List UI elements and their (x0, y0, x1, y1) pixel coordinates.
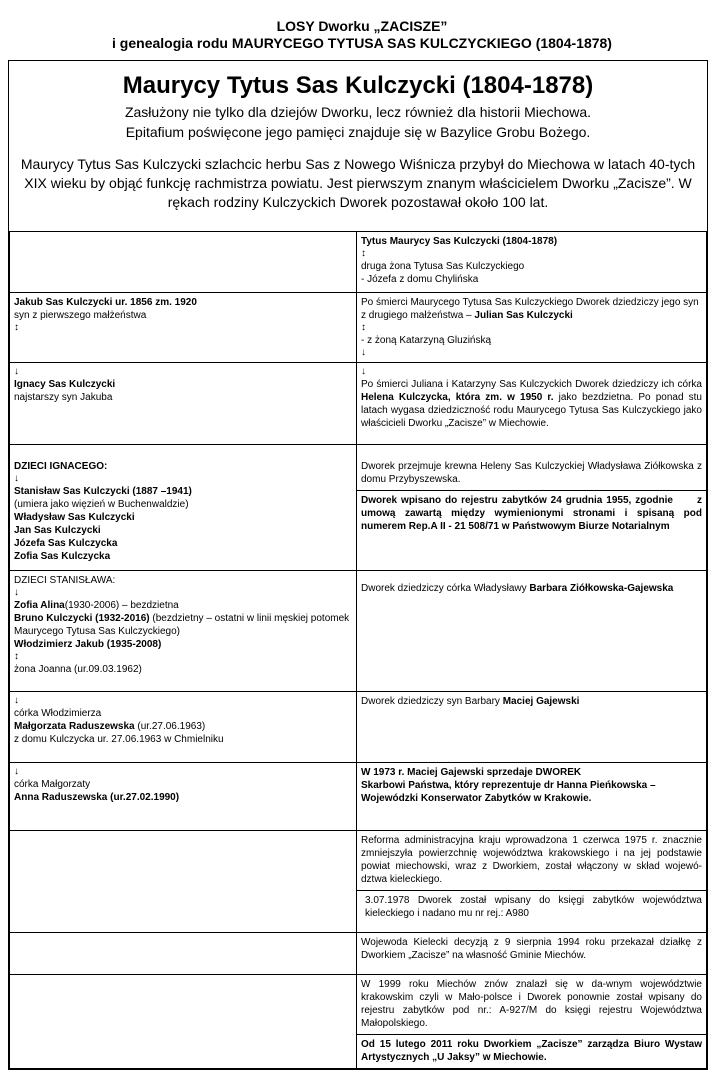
table-row (10, 933, 707, 975)
table-row (10, 445, 707, 571)
main-heading: Maurycy Tytus Sas Kulczycki (1804-1878) (122, 72, 594, 99)
down-arrow-icon: ↓ (14, 473, 19, 484)
table-row (10, 571, 707, 692)
right-cell (357, 763, 707, 831)
left-cell (10, 975, 357, 1069)
content-frame (8, 60, 708, 1070)
table-row (10, 763, 707, 831)
left-cell (10, 831, 357, 933)
down-arrow-icon: ↓ (361, 366, 366, 377)
person-name: Julian Sas Kulczycki (474, 310, 573, 321)
left-cell (10, 763, 357, 831)
right-cell (357, 571, 707, 692)
history-text: Dworek dziedziczy syn Barbary (361, 696, 500, 707)
history-text: Reforma administracyjna kraju wprowadzona 1 czerwca 1975 r. znacznie zmniejszyła powierzchnię województwa krakowskiego i na jej podstawie powiat miechowski, wraz z Dworkiem, został włączony w skład wojewó-dztwa kieleckiego. (361, 835, 702, 885)
person-name: Jan Sas Kulczycki (14, 525, 101, 536)
history-text: W 1973 r. Maciej Gajewski sprzedaje DWOREK (361, 767, 582, 778)
relation-text: - Józefa z domu Chylińska (361, 274, 479, 285)
right-cell (357, 445, 707, 571)
table-row (10, 975, 707, 1069)
history-text: Po śmierci Maurycego Tytusa Sas Kulczyckiego Dworek dziedziczy jego syn z drugiego małżeństwa – (361, 297, 699, 321)
history-text: jako bezdzietna. Po ponad stu latach wygasa dziedziczność rodu Maurycego Tytusa Sas Kulczyckiego jako właścicieli Dworku „Zacisze” w Miechowie. (361, 392, 702, 429)
left-cell (10, 363, 357, 445)
table-row (10, 232, 707, 293)
relation-text: - z żoną Katarzyną Gluzińską (361, 335, 492, 346)
person-name: Władysław Sas Kulczycki (14, 512, 135, 523)
relation-text: córka Włodzimierza (14, 708, 102, 719)
history-text: Skarbowi Państwa, który reprezentuje dr Hanna Pieńkowska – Wojewódzki Konserwator Zabytków w Krakowie. (361, 780, 656, 804)
birth-date: (ur.27.06.1963) (137, 721, 206, 732)
relation-text: żona Joanna (ur.09.03.1962) (14, 664, 142, 675)
right-cell (357, 933, 707, 975)
person-name: Włodzimierz Jakub (1935-2008) (14, 639, 162, 650)
relation-text: druga żona Tytusa Sas Kulczyckiego (361, 261, 525, 272)
history-text: Od 15 lutego 2011 roku Dworkiem „Zacisze” zarządza Biuro Wystaw Artystycznych „U Jaksy” w Miechowie. (357, 1034, 706, 1064)
relation-text: (1930-2006) – bezdzietna (64, 600, 179, 611)
left-cell (10, 293, 357, 363)
down-arrow-icon: ↓ (361, 347, 366, 358)
relation-text: córka Małgorzaty (14, 779, 91, 790)
left-cell (10, 692, 357, 763)
right-cell (357, 975, 707, 1069)
updown-arrow-icon: ↕ (361, 322, 366, 333)
relation-text: syn z pierwszego małżeństwa (14, 310, 147, 321)
intro-paragraph: Maurycy Tytus Sas Kulczycki szlachcic herbu Sas z Nowego Wiśnicza przybył do Miechowa w latach 40-tych XIX wieku by objąć funkcję rachmistrza powiatu. Jest pierwszym znanym właścicielem Dworku „Zacisze”. W rękach rodziny Kulczyckich Dworek pozostawał około 100 lat. (20, 156, 696, 210)
right-cell (357, 692, 707, 763)
table-row (10, 293, 707, 363)
title-line-2: i genealogia rodu MAURYCEGO TYTUSA SAS KULCZYCKIEGO (1804-1878) (112, 35, 612, 51)
person-name: Tytus Maurycy Sas Kulczycki (1804-1878) (361, 236, 558, 247)
history-text: W 1999 roku Miechów znów znalazł się w da-wnym województwie krakowskim czyli w Mało-polsce i Dworek ponownie został wpisany do rejestru zabytków pod nr.: A-927/M do księgi rejestru Województwa Małopolskiego. (361, 979, 702, 1029)
left-cell (10, 571, 357, 692)
table-row (10, 363, 707, 445)
left-cell (10, 232, 357, 293)
table-row (10, 831, 707, 933)
relation-text: z domu Kulczycka ur. 27.06.1963 w Chmielniku (14, 734, 224, 745)
person-name: Zofia Alina (14, 600, 65, 611)
person-name: Bruno Kulczycki (1932-2016) (14, 613, 150, 624)
subtitle-1: Zasłużony nie tylko dla dziejów Dworku, lecz również dla historii Miechowa. (124, 104, 592, 120)
down-arrow-icon: ↓ (14, 766, 19, 777)
register-note: Dworek wpisano do rejestru zabytków 24 grudnia 1955, zgodnie z umową zawartą między wymienionymi stronami i spisaną pod numerem Rep.A II - 21 508/71 w Państwowym Biurze Notarialnym (357, 490, 706, 533)
table-row (10, 692, 707, 763)
right-cell (357, 232, 707, 293)
document-title (0, 18, 724, 52)
updown-arrow-icon: ↕ (361, 248, 366, 259)
relation-text: najstarszy syn Jakuba (14, 392, 113, 403)
title-line-1: LOSY Dworku „ZACISZE” (276, 18, 448, 34)
person-name: Stanisław Sas Kulczycki (1887 –1941) (14, 486, 192, 497)
person-name: Jakub Sas Kulczycki ur. 1856 zm. 1920 (14, 297, 197, 308)
person-name: Józefa Sas Kulczycka (14, 538, 118, 549)
person-name: Ignacy Sas Kulczycki (14, 379, 116, 390)
down-arrow-icon: ↓ (14, 366, 19, 377)
person-name: Małgorzata Raduszewska (14, 721, 135, 732)
history-text: Dworek przejmuje krewna Heleny Sas Kulczyckiej Władysława Ziółkowska z domu Przybyszewska. (361, 461, 702, 485)
updown-arrow-icon: ↕ (14, 651, 19, 662)
history-text: Wojewoda Kielecki decyzją z 9 sierpnia 1994 roku przekazał działkę z Dworkiem „Zacisze” na własność Gminie Miechów. (361, 937, 702, 961)
right-cell (357, 293, 707, 363)
history-text: Po śmierci Juliana i Katarzyny Sas Kulczyckich Dworek dziedziczy ich córka (361, 379, 702, 390)
section-heading: DZIECI STANISŁAWA: (14, 575, 116, 586)
right-cell (357, 363, 707, 445)
subtitle-2: Epitafium poświęcone jego pamięci znajduje się w Bazylice Grobu Bożego. (125, 124, 591, 140)
section-heading: DZIECI IGNACEGO: (14, 461, 108, 472)
header-section (9, 61, 707, 232)
person-name: Maciej Gajewski (502, 696, 580, 707)
left-cell (10, 445, 357, 571)
down-arrow-icon: ↓ (14, 587, 19, 598)
person-name: Barbara Ziółkowska-Gajewska (529, 583, 674, 594)
history-text: 3.07.1978 Dworek został wpisany do księgi zabytków województwa kieleckiego i nadano mu nr rej.: A980 (357, 890, 706, 920)
updown-arrow-icon: ↕ (14, 322, 19, 333)
history-text: Dworek dziedziczy córka Władysławy (361, 583, 527, 594)
person-name: Anna Raduszewska (ur.27.02.1990) (14, 792, 180, 803)
person-name: Helena Kulczycka, która zm. w 1950 r. (361, 392, 554, 403)
relation-text: (bezdzietny – ostatni w linii męskiej potomek Maurycego Tytusa Sas Kulczyckiego) (14, 613, 350, 637)
person-name: Zofia Sas Kulczycka (14, 551, 111, 562)
genealogy-table (9, 231, 707, 1069)
down-arrow-icon: ↓ (14, 695, 19, 706)
right-cell (357, 831, 707, 933)
left-cell (10, 933, 357, 975)
relation-text: (umiera jako więzień w Buchenwaldzie) (14, 499, 189, 510)
